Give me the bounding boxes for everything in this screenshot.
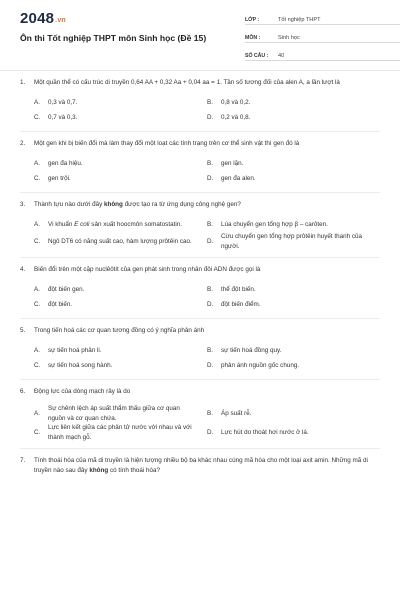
info-row-question-count — [245, 48, 400, 61]
option-text: phản ánh nguồn gốc chung. — [221, 361, 300, 369]
logo-text: 2048 — [20, 10, 55, 27]
answer-options — [20, 343, 380, 373]
question-body-end: được tạo ra từ ứng dụng công nghệ gen? — [122, 201, 241, 208]
option-text: sự tiến hoá phân li. — [48, 346, 102, 354]
info-row-class — [245, 12, 400, 25]
question-list — [20, 78, 380, 476]
option-letter: D. — [207, 237, 214, 245]
answer-option-c[interactable] — [34, 358, 207, 373]
option-text: sự tiến hoá đồng quy. — [221, 346, 282, 354]
option-text-italic: E coli — [74, 220, 90, 228]
answer-options — [20, 404, 380, 442]
question-body-end: có tính thoái hóa? — [108, 467, 161, 474]
option-letter: C. — [34, 428, 41, 436]
logo-suffix: .vn — [55, 17, 66, 24]
question-body: Một quần thể có cấu trúc di truyền 0,64 AA + 0,32 Aa + 0,04 aa = 1. Tần số tương đối của alen A, a lần lượt là — [34, 79, 340, 86]
option-text: Lúa chuyển gen tổng hợp β – carôten. — [221, 220, 328, 228]
option-text: đột biến. — [48, 300, 73, 308]
question-divider — [20, 257, 380, 258]
option-letter: A. — [34, 220, 40, 228]
question-divider — [20, 379, 380, 380]
option-text: Lực hút do thoát hơi nước ở lá. — [221, 428, 309, 436]
answer-option-b[interactable] — [207, 404, 380, 423]
option-letter: A. — [34, 285, 40, 293]
option-text: 0,3 và 0,7. — [48, 98, 78, 106]
option-text: đột biến điểm. — [221, 300, 261, 308]
answer-option-c[interactable] — [34, 232, 207, 251]
question-6 — [20, 387, 380, 442]
option-letter: D. — [207, 174, 214, 182]
question-body: Tính thoái hóa của mã di truyền là hiện tượng nhiều bộ ba khác nhau cùng mã hóa cho một loại axit amin. Những mã di truyền nào sau đây — [34, 457, 368, 474]
question-divider — [20, 318, 380, 319]
option-text: Áp suất rễ. — [221, 409, 252, 417]
option-text: Ngô DT6 có năng suất cao, hàm lượng prôtêin cao. — [48, 237, 192, 245]
question-emphasis: không — [103, 201, 123, 208]
answer-options — [20, 156, 380, 186]
answer-option-a[interactable] — [34, 282, 207, 297]
answer-option-c[interactable] — [34, 171, 207, 186]
answer-option-b[interactable] — [207, 343, 380, 358]
option-text: gen đa alen. — [221, 174, 256, 182]
answer-option-d[interactable] — [207, 297, 380, 312]
question-number: 2. — [20, 140, 26, 147]
info-value: Sinh học — [278, 35, 300, 41]
option-text: 0,2 và 0,8. — [221, 113, 251, 121]
answer-options — [20, 217, 380, 251]
question-body: Thành tựu nào dưới đây — [34, 201, 104, 208]
answer-option-a[interactable] — [34, 95, 207, 110]
answer-option-c[interactable] — [34, 110, 207, 125]
option-text: gen đa hiệu. — [48, 159, 83, 167]
option-letter: B. — [207, 346, 213, 354]
question-text — [20, 387, 380, 397]
option-letter: D. — [207, 428, 214, 436]
question-text — [20, 265, 380, 275]
option-letter: A. — [34, 98, 40, 106]
option-text: Cừu chuyển gen tổng hợp prôtêin huyết thanh của người. — [221, 233, 363, 250]
question-4 — [20, 265, 380, 312]
answer-option-c[interactable] — [34, 423, 207, 442]
option-letter: D. — [207, 113, 214, 121]
question-body: Trong tiến hoá các cơ quan tương đồng có ý nghĩa phản ánh — [34, 327, 205, 334]
option-letter: B. — [207, 220, 213, 228]
answer-option-b[interactable] — [207, 156, 380, 171]
question-number: 7. — [20, 457, 26, 464]
question-text — [20, 139, 380, 149]
answer-option-a[interactable] — [34, 217, 207, 232]
answer-option-a[interactable] — [34, 343, 207, 358]
question-number: 3. — [20, 201, 26, 208]
answer-option-b[interactable] — [207, 95, 380, 110]
question-7 — [20, 456, 380, 476]
option-letter: C. — [34, 361, 41, 369]
question-body: Động lực của dòng mạch rây là do — [34, 388, 131, 395]
answer-option-c[interactable] — [34, 297, 207, 312]
option-letter: B. — [207, 159, 213, 167]
option-text — [48, 220, 192, 230]
option-letter: C. — [34, 174, 41, 182]
option-letter: C. — [34, 237, 41, 245]
answer-option-b[interactable] — [207, 282, 380, 297]
option-letter: A. — [34, 409, 40, 417]
info-label: SỐ CÂU : — [245, 53, 269, 59]
option-text-pre: Vi khuẩn — [48, 220, 75, 228]
option-letter: A. — [34, 159, 40, 167]
answer-option-d[interactable] — [207, 423, 380, 442]
option-text: đột biến gen. — [48, 285, 85, 293]
info-label: MÔN : — [245, 35, 261, 41]
question-3 — [20, 200, 380, 251]
site-logo[interactable] — [20, 10, 66, 27]
answer-option-b[interactable] — [207, 217, 380, 232]
exam-info-panel — [245, 12, 400, 66]
answer-option-a[interactable] — [34, 404, 207, 423]
answer-option-d[interactable] — [207, 232, 380, 251]
option-text-post: sản xuất hoocmôn somatostatin. — [89, 220, 182, 228]
question-body: Một gen khi bị biến đổi mà làm thay đổi một loạt các tính trạng trên cơ thể sinh vật thì gen đó là — [34, 140, 300, 147]
question-2 — [20, 139, 380, 186]
question-divider — [20, 192, 380, 193]
question-number: 4. — [20, 266, 26, 273]
option-text: gen trội. — [48, 174, 71, 182]
question-5 — [20, 326, 380, 373]
option-letter: C. — [34, 113, 41, 121]
answer-options — [20, 282, 380, 312]
answer-option-a[interactable] — [34, 156, 207, 171]
option-text: Sự chênh lệch áp suất thẩm thấu giữa cơ quan nguồn và cơ quan chứa. — [48, 405, 180, 422]
info-row-subject — [245, 30, 400, 43]
header-divider — [0, 70, 400, 71]
option-text: sự tiến hoá song hành. — [48, 361, 113, 369]
option-letter: D. — [207, 300, 214, 308]
question-emphasis: không — [89, 467, 109, 474]
answer-option-d[interactable] — [207, 171, 380, 186]
answer-option-d[interactable] — [207, 358, 380, 373]
option-text: thể đột biến. — [221, 285, 256, 293]
info-label: LỚP : — [245, 17, 260, 23]
option-letter: A. — [34, 346, 40, 354]
option-text: 0,7 và 0,3. — [48, 113, 78, 121]
question-divider — [20, 131, 380, 132]
exam-title: Ôn thi Tốt nghiệp THPT môn Sinh học (Đề 15) — [20, 33, 207, 43]
question-text — [20, 200, 380, 210]
question-text — [20, 78, 380, 88]
option-letter: C. — [34, 300, 41, 308]
question-number: 5. — [20, 327, 26, 334]
page-header — [20, 0, 380, 70]
question-text — [20, 326, 380, 336]
answer-options — [20, 95, 380, 125]
info-value: Tốt nghiệp THPT — [278, 17, 321, 23]
question-number: 6. — [20, 388, 26, 395]
option-letter: B. — [207, 409, 213, 417]
option-letter: B. — [207, 98, 213, 106]
question-body: Biến đổi trên một cặp nuclêôtit của gen phát sinh trong nhân đôi ADN được gọi là — [34, 266, 261, 273]
question-divider — [20, 448, 380, 449]
question-1 — [20, 78, 380, 125]
answer-option-d[interactable] — [207, 110, 380, 125]
option-text: gen lặn. — [221, 159, 244, 167]
info-value: 40 — [278, 53, 285, 59]
question-text — [20, 456, 380, 476]
question-number: 1. — [20, 79, 26, 86]
option-letter: B. — [207, 285, 213, 293]
option-letter: D. — [207, 361, 214, 369]
option-text: Lực liên kết giữa các phân tử nước với nhau và với thành mạch gỗ. — [48, 424, 192, 441]
option-text: 0,8 và 0,2. — [221, 98, 251, 106]
